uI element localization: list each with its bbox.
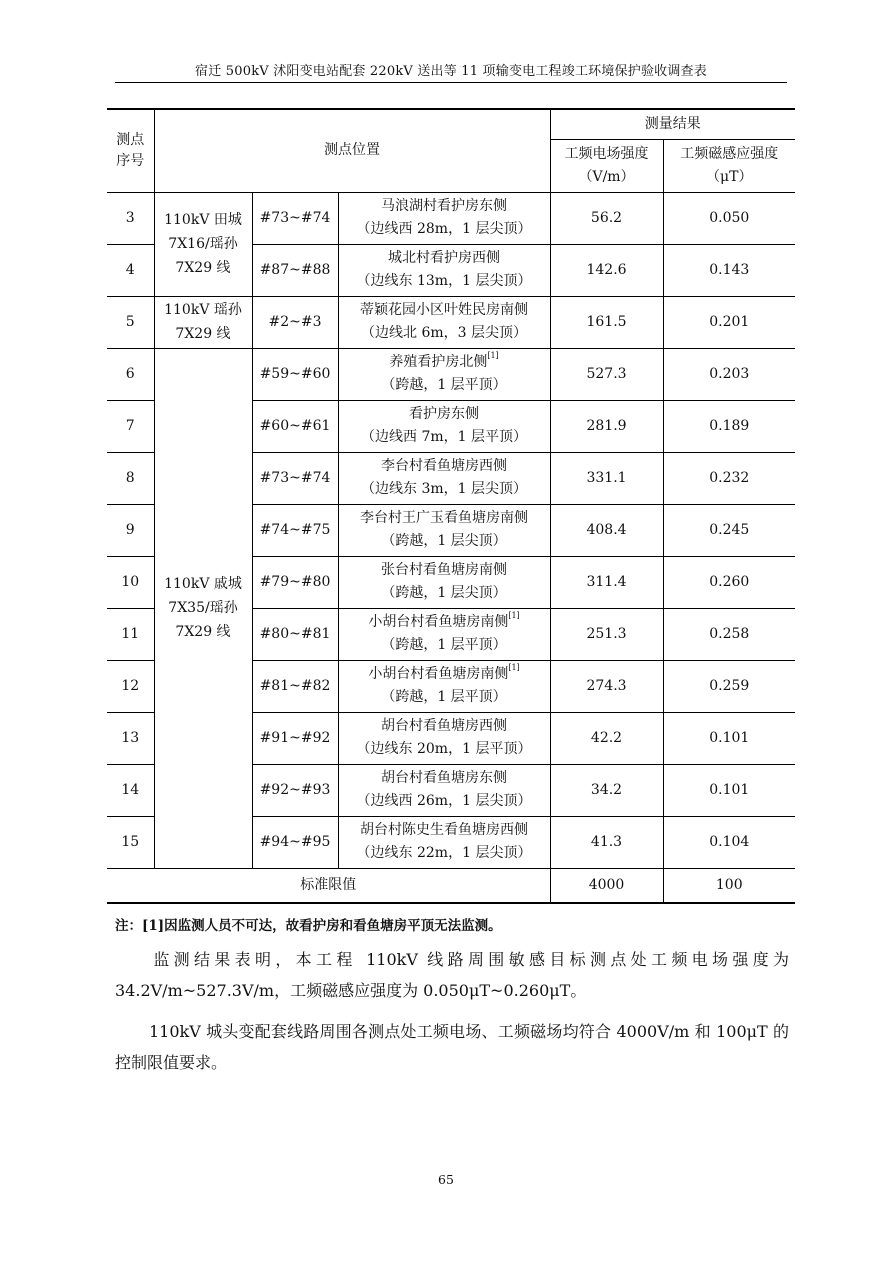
limit-e-value: 4000 [550,868,663,903]
measurement-table [107,108,795,904]
tower-span: #59~#60 [252,348,338,400]
point-number: 10 [107,556,154,608]
location-name [341,767,548,790]
point-number: 14 [107,764,154,816]
location-name-text: 胡台村陈史生看鱼塘房西侧 [360,822,528,838]
b-field-label: 工频磁感应强度 [680,145,779,162]
tower-span: #60~#61 [252,400,338,452]
location-name-text: 胡台村看鱼塘房西侧 [381,718,507,734]
location-detail: （边线西 7m，1 层平顶） [361,429,527,445]
tower-span: #87~#88 [252,244,338,296]
location-detail: （边线西 26m，1 层尖顶） [356,793,532,809]
location-name-text: 看护房东侧 [409,406,479,422]
location-detail: （跨越，1 层平顶） [381,377,507,393]
location-cell [338,244,550,296]
col-b-field-header [663,139,795,192]
point-number: 13 [107,712,154,764]
location-cell [338,764,550,816]
location-name-text: 张台村看鱼塘房南侧 [381,562,507,578]
e-field-value: 142.6 [550,244,663,296]
header-rule [115,82,787,83]
table-row [107,296,795,348]
footnote-marker: [1] [508,663,520,672]
e-field-value: 34.2 [550,764,663,816]
tower-span: #73~#74 [252,452,338,504]
point-number: 5 [107,296,154,348]
location-cell [338,296,550,348]
point-number: 9 [107,504,154,556]
footnote-marker: [1] [487,351,499,360]
b-field-value: 0.101 [663,712,795,764]
b-field-value: 0.201 [663,296,795,348]
e-field-value: 42.2 [550,712,663,764]
location-name-text: 马浪湖村看护房东侧 [381,198,507,214]
col-index-header: 测点 序号 [107,109,154,192]
location-cell [338,712,550,764]
location-detail: （边线北 6m，3 层尖顶） [361,325,527,341]
e-field-unit: （V/m） [578,168,635,185]
b-field-value: 0.260 [663,556,795,608]
location-name [341,559,548,582]
tower-span: #81~#82 [252,660,338,712]
location-name [341,351,548,374]
point-number: 7 [107,400,154,452]
location-name-text: 李台村王广玉看鱼塘房南侧 [360,510,528,526]
col-results-header: 测量结果 [550,109,795,139]
point-number: 6 [107,348,154,400]
table-row [107,348,795,400]
location-cell [338,348,550,400]
location-detail: （跨越，1 层尖顶） [381,533,507,549]
table-note: 注：[1]因监测人员不可达，故看护房和看鱼塘房平顶无法监测。 [115,918,502,934]
e-field-value: 41.3 [550,816,663,868]
b-field-value: 0.143 [663,244,795,296]
location-detail: （跨越，1 层平顶） [381,689,507,705]
e-field-value: 281.9 [550,400,663,452]
location-name [341,455,548,478]
col-e-field-header [550,139,663,192]
limit-b-value: 100 [663,868,795,903]
location-name [341,507,548,530]
point-number: 8 [107,452,154,504]
point-number: 3 [107,192,154,244]
location-name-text: 养殖看护房北侧 [389,354,488,370]
location-cell [338,400,550,452]
paragraph-2-text: 110kV 城头变配套线路周围各测点处工频电场、工频磁场均符合 4000V/m 和 100μT 的控制限值要求。 [115,1022,789,1072]
location-detail: （边线西 28m，1 层尖顶） [356,221,532,237]
point-number: 12 [107,660,154,712]
line-name: 110kV 戚城 7X35/瑶孙 7X29 线 [154,348,252,868]
location-name [341,715,548,738]
location-name-text: 小胡台村看鱼塘房南侧 [368,614,509,630]
col-location-header: 测点位置 [154,109,550,192]
b-field-value: 0.104 [663,816,795,868]
tower-span: #2~#3 [252,296,338,348]
b-field-value: 0.259 [663,660,795,712]
b-field-value: 0.258 [663,608,795,660]
location-detail: （边线东 20m，1 层平顶） [356,741,532,757]
paragraph-1-text: 监测结果表明，本工程 110kV 线路周围敏感目标测点处工频电场强度为 34.2V/m~527.3V/m，工频磁感应强度为 0.050μT~0.260μT。 [115,950,789,1000]
location-detail: （跨越，1 层平顶） [381,637,507,653]
header-row-1 [107,109,795,139]
location-cell [338,504,550,556]
point-number: 4 [107,244,154,296]
limit-row [107,868,795,903]
point-number: 11 [107,608,154,660]
e-field-value: 527.3 [550,348,663,400]
b-field-value: 0.203 [663,348,795,400]
b-field-value: 0.189 [663,400,795,452]
e-field-value: 408.4 [550,504,663,556]
page-number: 65 [438,1172,454,1187]
location-name [341,299,548,322]
table-row [107,192,795,244]
tower-span: #91~#92 [252,712,338,764]
location-detail: （跨越，1 层尖顶） [381,585,507,601]
limit-label: 标准限值 [107,868,550,903]
location-name-text: 李台村看鱼塘房西侧 [381,458,507,474]
e-field-value: 274.3 [550,660,663,712]
e-field-value: 331.1 [550,452,663,504]
paragraph-2 [115,1016,789,1078]
e-field-value: 311.4 [550,556,663,608]
footnote-marker: [1] [508,611,520,620]
tower-span: #80~#81 [252,608,338,660]
location-cell [338,608,550,660]
location-name-text: 小胡台村看鱼塘房南侧 [368,666,509,682]
tower-span: #73~#74 [252,192,338,244]
location-detail: （边线东 22m，1 层尖顶） [356,845,532,861]
paragraph-1 [115,944,789,1006]
e-field-value: 56.2 [550,192,663,244]
location-name-text: 城北村看护房西侧 [388,250,500,266]
location-cell [338,452,550,504]
tower-span: #79~#80 [252,556,338,608]
e-field-value: 161.5 [550,296,663,348]
tower-span: #94~#95 [252,816,338,868]
line-name: 110kV 瑶孙 7X29 线 [154,296,252,348]
b-field-value: 0.101 [663,764,795,816]
location-name-text: 胡台村看鱼塘房东侧 [381,770,507,786]
location-name [341,819,548,842]
tower-span: #92~#93 [252,764,338,816]
location-cell [338,192,550,244]
point-number: 15 [107,816,154,868]
location-name [341,663,548,686]
location-detail: （边线东 3m，1 层尖顶） [361,481,527,497]
location-name [341,195,548,218]
b-field-value: 0.232 [663,452,795,504]
b-field-value: 0.050 [663,192,795,244]
location-name [341,403,548,426]
location-name [341,611,548,634]
b-field-value: 0.245 [663,504,795,556]
location-cell [338,660,550,712]
e-field-value: 251.3 [550,608,663,660]
location-name [341,247,548,270]
location-cell [338,816,550,868]
location-detail: （边线东 13m，1 层尖顶） [356,273,532,289]
location-cell [338,556,550,608]
tower-span: #74~#75 [252,504,338,556]
page-header: 宿迁 500kV 沭阳变电站配套 220kV 送出等 11 项输变电工程竣工环境保护验收调查表 [195,64,707,79]
line-name: 110kV 田城 7X16/瑶孙 7X29 线 [154,192,252,296]
e-field-label: 工频电场强度 [564,145,649,162]
b-field-unit: （μT） [706,168,753,185]
location-name-text: 蒂颖花园小区叶姓民房南侧 [360,302,528,318]
